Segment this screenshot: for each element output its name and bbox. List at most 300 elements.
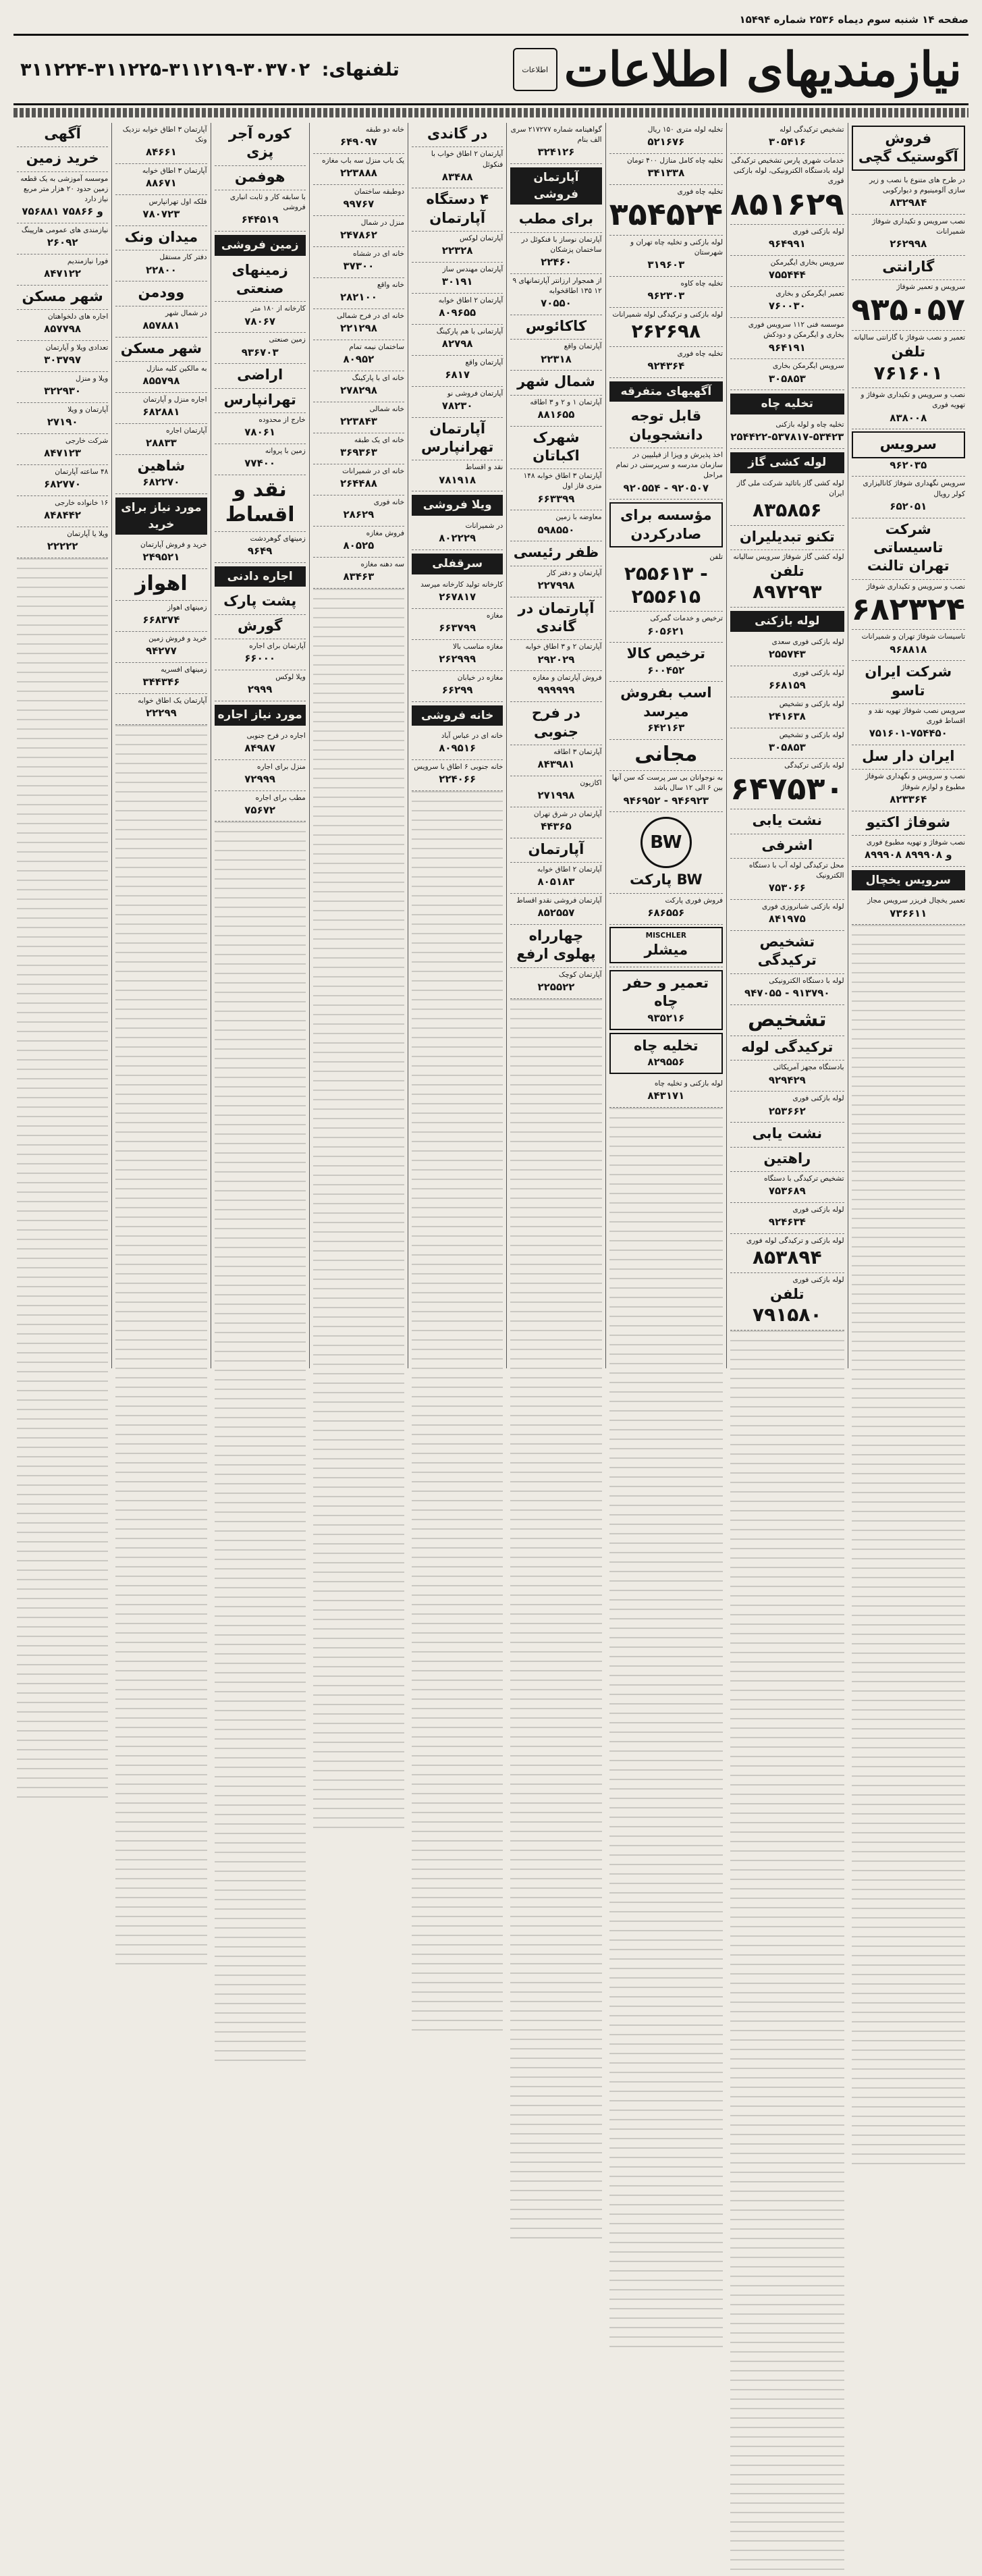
ad-phone: ۷۰۵۵۰ [541,297,572,310]
ad-text: آپارتمان و ویلا [67,406,109,414]
ad-text: دفتر کار مستقل [159,253,207,262]
classified-ad [115,250,207,281]
ad-text: سه دهنه مغازه [360,560,405,568]
ad-text: در شمیرانات [465,522,503,531]
classified-ad [852,429,965,477]
column-filler [115,725,207,1970]
ad-phone: ۸۴۹۸۷ [244,741,276,754]
classified-ad [313,216,404,247]
classified-ad [852,836,965,867]
ad-heading: سرویس [879,436,937,453]
ad-text: آپارتمان ۳ اطاق خوابه نزدیک ونک [122,126,207,144]
ad-text: آپارتمان ۲ اطاق خوابه [537,865,602,874]
ad-phone: ۸۲۷۹۸ [441,338,473,350]
ad-heading: شهر مسکن [22,288,103,304]
ad-phone: ۲۷۱۹۹۸ [537,789,575,801]
ad-phone: ۳۲۴۱۲۶ [537,146,575,159]
classified-ad [609,812,723,893]
ad-text: شرکت خارجی [65,437,109,446]
ad-phone: ۸۳۴۶۳ [343,570,375,583]
section-heading: زمین فروشی [215,235,306,256]
classified-ad [313,433,404,464]
classified-ad [852,256,965,280]
ad-text: ۱۶ خانواده خارجی [55,499,109,508]
ad-heading: مؤسسه برای صادرکردن [620,507,712,542]
ad-text: مطب برای اجاره [255,793,306,802]
ad-phone: ۷۵۳۰۶۶ [768,882,806,894]
ad-heading: نقد و اقساط [225,477,295,527]
classified-ad [215,333,306,364]
ad-logo [852,431,965,458]
classified-ad [609,643,723,682]
running-header [13,14,969,28]
ad-phone: ۲۲۱۲۹۸ [339,322,377,335]
classified-ad [852,894,965,925]
classified-ad [313,278,404,309]
ad-phone: ۲۵۵۷۴۳ [768,647,806,660]
ad-heading: گارانتی [882,258,935,275]
ad-phone: ۹۹۹۹۹۹ [537,684,575,697]
ad-text: منزل در شمال [360,218,405,227]
ad-phone: ۷۳۶۶۱۱ [890,907,927,919]
ad-heading: شرکت ایران تاسو [865,664,952,699]
classified-ad [510,371,601,395]
classified-ad [609,185,723,236]
classified-ad [313,527,404,558]
ad-text: نصب شوفاژ و تهویه مطبوع فوری [866,838,965,847]
classified-ad [730,1273,844,1331]
ad-heading: ترخیص کالا [626,645,705,662]
ad-phone: ۲۶۲۹۹۸ [890,238,927,250]
classified-ad [215,729,306,760]
classified-ad [609,682,723,739]
ad-phone-label: تلفن [770,1285,804,1302]
ad-phone: ۲۲۳۸۴۳ [339,414,377,427]
ad-phone: ۲۶۲۶۹۸ [631,320,701,343]
classified-ad [313,123,404,154]
ad-text: تاسیسات شوفاژ تهران و شمیرانات [861,633,965,641]
classified-ad [412,123,503,147]
classified-ad [17,123,108,147]
ad-heading: تشخیص ترکیدگی [757,934,817,969]
ad-text: تعمیر یخچال فریزر سرویس مجاز [867,896,965,905]
ad-text: به مالکین کلیه منازل [146,364,207,373]
ad-phone: ۸۰۹۵۲ [343,353,375,365]
classified-ad [510,427,601,470]
column-9 [13,123,111,1368]
classified-ad [609,1033,723,1074]
classified-ad [115,663,207,694]
ad-phone: ۷۸۱۹۱۸ [439,473,476,486]
classified-ad [730,834,844,859]
ad-text: موسسه فنی ۱۱۲ سرویس فوری بخاری و ایگرمکن و دودکش [748,321,844,340]
classified-ad [730,759,844,809]
ad-text: خانه فوری [373,498,405,506]
classified-ad [215,791,306,822]
ad-heading: تهرانپارس [223,391,296,408]
ad-phone: ۶۸۱۷ [445,369,470,381]
classified-ad [730,1061,844,1092]
ad-phone: ۲۶۲۹۹۹ [439,652,476,665]
section-heading: لوله کشی گاز [730,452,844,473]
ad-phone: ۲۸۸۳۳ [146,437,177,450]
classified-ad [852,331,965,388]
classified-ad [412,418,503,461]
ad-phone: ۸۹۷۲۹۳ [753,581,822,603]
classified-ad [730,287,844,318]
classified-ad [609,405,723,448]
classified-ad [510,274,601,315]
classified-ad [313,371,404,402]
ad-text: منزل برای اجاره [256,762,306,771]
classified-ad [510,566,601,597]
ad-phone: ۳۰۵۸۵۳ [768,741,806,753]
ad-text: آپارتمان ۳ اطاق خوابه [142,167,207,176]
classified-ad [730,1123,844,1147]
ad-phone: ۲۵۵۶۱۳ - ۲۵۵۶۱۵ [624,562,708,608]
classified-ad [852,704,965,745]
ad-phone: ۸۳۴۸۸ [441,170,473,183]
ad-phone: ۲۵۳۶۶۲ [768,1104,806,1117]
column-filler [609,1108,723,2353]
classified-ad [215,190,306,232]
ad-phone: ۲۴۱۶۳۸ [768,709,806,722]
ad-heading: اسب بفروش میرسد [620,685,712,720]
ad-phone: ۶۶۳۳۹۹ [537,492,575,505]
ad-text: آپارتمان کوچک [558,970,602,979]
ad-text: مغازه مناسب بالا [452,642,503,651]
classified-ad [730,477,844,526]
classified-ad [412,729,503,760]
ad-text: خانه جنوبی ۶ اطاق با سرویس [414,763,503,772]
classified-ad [412,294,503,325]
classified-ad [17,372,108,403]
ad-text: آپارتمان اجاره [166,426,207,435]
ad-text: تخلیه چاه کاوه [680,279,724,288]
classified-ad [510,597,601,641]
ad-heading: در فرح جنوبی [531,705,581,740]
ad-phone: ۳۵۴۵۲۴ [609,196,724,233]
ad-text: تشخیص ترکیدگی لوله [780,126,844,134]
ad-text: ساختمان نیمه تمام [349,342,405,351]
ad-heading: کاکائوس [525,318,587,335]
newspaper-page [13,14,969,1369]
ad-phone: ۸۴۳۹۸۱ [537,758,575,771]
classified-ad [510,640,601,671]
column-filler [313,589,404,1834]
ad-phone: ۸۹۹۹۰۸ و ۸۹۹۹۰۸ [864,849,952,861]
ad-phone: ۶۶۸۳۷۴ [142,613,180,626]
classified-ad [215,444,306,475]
ad-text: در شمال شهر [165,308,207,317]
classified-ad [609,612,723,643]
ad-heading: ظفر رئیسی [513,544,599,561]
ad-text: آپارتمان واقع [564,342,602,351]
classified-ad [510,702,601,745]
classified-ad [609,925,723,968]
classified-ad [313,495,404,527]
ad-text: لوله بازکنی فوری [792,1205,844,1214]
classified-ad [215,259,306,302]
ad-text: آپارتمان در شرق تهران [533,809,602,818]
masthead-sub-strip [13,108,969,117]
classified-ad [852,580,965,630]
classified-ad [412,147,503,188]
classified-ad [852,126,965,171]
ad-heading: در گاندی [427,126,488,142]
classified-ad [115,306,207,338]
classified-ad [412,188,503,232]
classified-ad [412,609,503,640]
ad-phone: ۶۵۲۰۵۱ [890,500,927,512]
classified-ad [510,968,601,999]
ad-text: خرید و فروش آپارتمان [140,541,207,549]
ad-heading: ترکیدگی لوله [741,1039,834,1056]
classified-ad [17,147,108,171]
ad-text: آپارتمان فروشی نو [447,389,503,398]
ad-text: نیازمندی های عمومی هارپینگ [21,226,109,234]
ad-phone: ۹۴۷۰۵۵ - ۹۱۳۷۹۰ [744,986,830,999]
classified-ad [215,475,306,532]
section-heading: مورد نیاز برای خرید [115,498,207,535]
ad-text: لوله بازکنی و تخلیه چاه [654,1079,724,1088]
ad-phone: ۶۶۰۰۰ [244,652,276,665]
ad-text: لوله کشی گاز شوفاژ سرویس سالیانه [733,552,844,561]
classified-ad [852,173,965,215]
section-heading: تخلیه چاه [730,394,844,414]
column-filler [412,791,503,2037]
ad-phone: ۶۴۴۵۱۹ [241,213,279,226]
classified-ad [730,697,844,728]
ad-phone: ۲۷۱۹۰ [47,416,78,429]
classified-ad [510,894,601,925]
classified-ad [852,518,965,580]
ad-heading: شمال شهر [517,373,595,390]
classified-ad [115,164,207,195]
classified-ad [730,1172,844,1203]
classified-ad [412,325,503,356]
ad-text: ویلا یا آپارتمان [67,530,109,539]
classified-ad [609,502,723,547]
masthead-phones [20,59,400,80]
ad-text: نصب سرویس و تکیداری شوفاژ شمیرانات [872,217,965,236]
ad-heading: ۴ دستگاه آپارتمان [426,191,489,226]
ad-text: آپارتمان یک اطاق خوابه [138,696,207,705]
classified-ad [412,760,503,791]
ad-phone: ۹۹۷۶۷ [343,198,375,211]
ad-text: معاوضه با زمین [555,513,602,522]
ad-phone: ۳۲۲۹۳۰ [44,385,82,398]
ad-phone: ۲۶۰۹۲ [47,236,78,249]
ad-heading: اشرفی [761,836,813,853]
classified-ad [215,760,306,791]
ad-phone: ۷۷۴۰۰ [244,457,276,470]
ad-phone: ۹۳۶۷۰۳ [241,346,279,358]
ad-phone: ۲۴۷۸۶۲ [339,229,377,242]
ad-text: خانه واقع [377,280,405,289]
classified-ad [412,578,503,609]
classified-ad [730,154,844,225]
ad-heading: آپارتمان تهرانپارس [420,420,494,456]
ad-text: ترخیص و خدمات گمرکی [650,614,724,623]
ad-heading: نشت یابی [752,812,823,829]
classified-ad [609,308,723,347]
ad-text: آپارتمان فروشی نقدو اقساط [516,896,602,905]
ad-heading: گورش [237,617,283,634]
ad-text: اجاره در فرح جنوبی [246,731,306,740]
ad-heading: شرکت تاسیساتی تهران تالنت [867,520,950,574]
ad-phone: ۲۸۶۲۹ [343,508,375,520]
classified-ad [609,1077,723,1108]
ad-phone-label: تلفن [770,563,804,580]
ad-text: سرویس و تعمیر شوفاژ [896,283,965,292]
classified-ad [313,247,404,278]
ad-text: لوله بازکنی و تشخیص [779,699,844,708]
ad-text: آپارتمان ۲ اطاق خوابه [438,296,503,305]
ad-text: از همجوار ارزانتر آپارتمانهای ۹ ۱۲ ۱۳۵ اطاقخوابه [512,276,602,296]
ad-phone: ۲۲۴۰۶۶ [439,773,476,786]
classified-ad [17,403,108,434]
classified-ad [215,302,306,333]
ad-text: کارخانه تولید کارخانه میرسد [420,580,503,589]
classified-ad [510,925,601,968]
ad-heading: برای مطب [518,211,594,227]
classified-ad [609,236,723,277]
classified-ad [115,601,207,632]
ad-text: خانه ای در عباس آباد [441,732,503,741]
ad-phone: ۹۴۶۹۵۲ - ۹۴۶۹۲۳ [623,794,709,807]
ad-text: لوله بازکنی شبانروزی فوری [761,903,844,911]
section-heading: آپارتمان فروشی [510,167,601,205]
ad-text: آپارتمان ۳ اطاقه [553,747,602,756]
classified-ad [215,639,306,670]
ad-phone: ۶۸۲۷۷۰ [44,478,82,491]
ad-phone: ۲۲۵۵۲۲ [537,980,575,993]
classified-ad [17,286,108,310]
ad-heading: خرید زمین [26,150,99,167]
ad-phone: ۸۰۹۵۱۶ [439,742,476,755]
ad-heading: اراضی [237,367,283,383]
ad-text: کارخانه از ۱۸۰ متر [250,304,306,313]
classified-ad [215,364,306,388]
classified-ad [510,233,601,274]
ad-phone: ۶۰۰۴۵۲ [647,664,685,676]
classified-ad [852,388,965,429]
ad-text: خانه شمالی [369,404,405,413]
ad-phone: ۷۸۲۳۰ [441,400,473,412]
classified-ad [852,215,965,256]
ad-text: نصب و سرویس و تکیداری شوفاژ و تهویه فوری [861,391,965,410]
classified-ad [17,527,108,558]
classified-ad [510,745,601,776]
ad-phone: ۸۰۹۶۵۵ [439,306,476,319]
classified-ad [852,477,965,518]
classified-ad [730,635,844,666]
ad-text: خارج از محدوده [258,415,306,424]
ad-heading: شوفاژ اکتیو [866,813,951,830]
ad-heading: تعمیر و حفر چاه [623,975,709,1010]
classified-ad [215,615,306,639]
ad-phone: ۸۵۳۸۹۴ [753,1246,822,1269]
ad-phone: ۹۶۴۱۹۱ [768,341,806,354]
classified-ad [609,448,723,500]
ad-phone: ۲۹۲۰۲۹ [537,653,575,666]
ad-phone: ۷۹۱۵۸۰ [753,1304,822,1326]
column-8 [111,123,210,1368]
classified-ad [115,362,207,393]
classified-ad [609,771,723,812]
classified-ad [852,630,965,661]
ad-phone: ۷۶۰۰۳۰ [768,300,806,313]
ad-text: لوله بازکنی فوری [792,668,844,677]
ad-text: لوله کشی گاز باتائید شرکت ملی گاز ایران [736,479,844,498]
classified-ad [852,770,965,811]
ad-phone: ۹۶۴۹ [247,545,273,557]
ad-text: بادستگاه مجهز آمریکائی [773,1063,844,1072]
ad-phone: ۸۳۸۰۰۸ [890,411,927,424]
ad-phone: ۶۴۲۱۶۳ [647,721,685,734]
ad-phone: ۳۱۹۶۰۳ [647,259,685,271]
ad-phone: ۲۸۲۱۰۰ [339,291,377,304]
ad-text: زمین با پروانه [265,446,306,455]
classified-ad [412,640,503,671]
classified-ad [215,532,306,563]
classified-ad [215,413,306,444]
column-7 [211,123,309,1368]
classified-ad [412,356,503,387]
classified-ad [115,281,207,306]
ad-text: ویلا لوکس [275,672,306,681]
classified-ad [730,1036,844,1061]
ad-phone: ۸۸۱۶۵۵ [537,408,575,421]
ad-text: تعدادی ویلا و آپارتمان [45,344,109,352]
classified-ad [17,434,108,465]
ad-text: اجاره های دلخواهتان [47,313,109,321]
ad-logo-sub: MISCHLER [645,931,687,940]
classified-ad [115,393,207,424]
ad-text: آپارتمان ۲ اطاق خواب با فنکوئل [431,150,503,169]
ad-heading: BW پارکت [630,871,703,888]
ad-phone: ۷۵۶۷۲ [244,803,276,816]
classified-ad [730,318,844,359]
section-heading: خانه فروشی [412,705,503,726]
ad-text: آپارتمان لوکس [459,234,503,243]
ad-phone: ۲۲۷۹۹۸ [537,579,575,591]
ad-text: تخلیه لوله متری ۱۵۰ ریال [647,126,724,134]
classified-ad [17,310,108,341]
ad-phone: ۳۰۱۹۱ [441,275,473,288]
ad-phone: ۸۵۲۵۵۷ [537,907,575,919]
ad-text: تخلیه چاه کامل منازل ۴۰۰ تومان [626,156,724,165]
ad-phone: ۹۲۴۳۶۴ [647,359,685,372]
ad-text: موسسه آموزشی به یک قطعه زمین حدود ۲۰ هزار متر مربع نیاز دارد [20,174,109,204]
ad-heading: شهرک اکباتان [533,429,580,464]
ad-phone: ۲۴۹۵۲۱ [142,551,180,564]
column-filler [215,822,306,2067]
classified-ad [412,387,503,418]
ad-heading: ایران دار سل [862,748,955,765]
ad-phone: ۵۹۸۵۵۰ [537,523,575,536]
ad-text: لوله بازکنی و تشخیص [779,730,844,739]
classified-ad [115,694,207,725]
ad-text: فلکه اول تهرانپارس [148,198,207,207]
ad-text: آپارتمانی با هم پارکینگ [436,327,503,336]
classified-ad [313,185,404,216]
classified-ad [730,123,844,154]
ad-text: نقد و اقساط [465,463,503,472]
ad-text: سرویس ایگرمکن بخاری [772,362,844,371]
column-filler [852,925,965,2170]
